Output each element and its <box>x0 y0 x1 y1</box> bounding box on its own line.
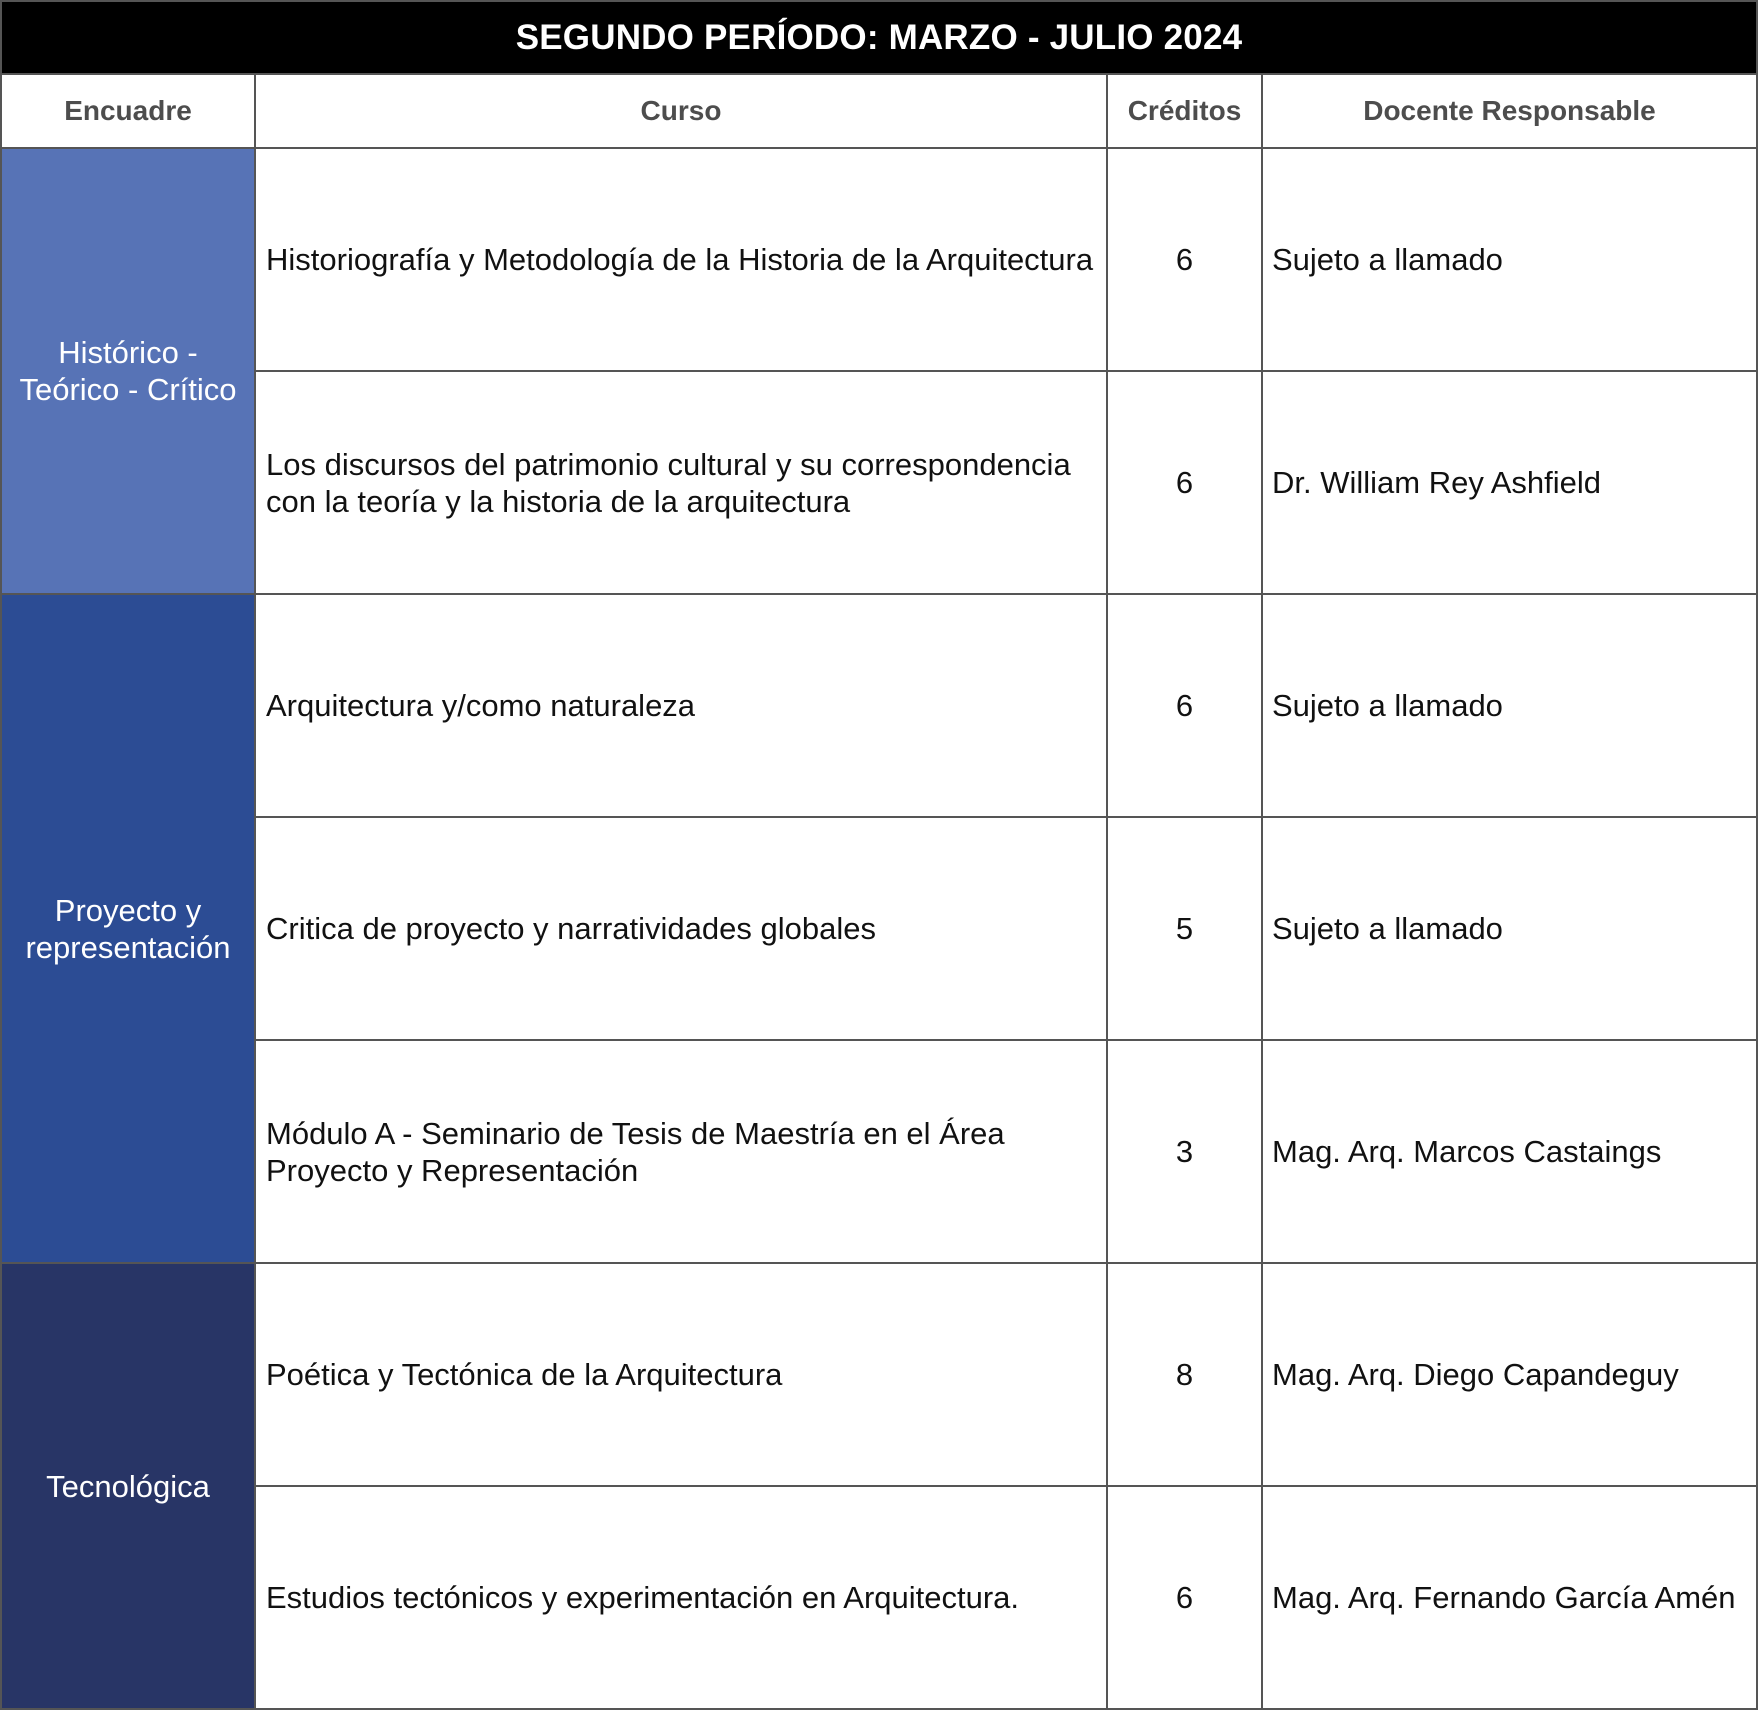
grid-line <box>254 1485 1758 1487</box>
course-cell: Módulo A - Seminario de Tesis de Maestría en el Área Proyecto y Representación <box>266 1115 1005 1188</box>
teacher-cell: Sujeto a llamado <box>1272 911 1503 946</box>
teacher-cell: Mag. Arq. Fernando García Amén <box>1272 1580 1736 1615</box>
grid-line <box>0 0 2 1710</box>
table-title: SEGUNDO PERÍODO: MARZO - JULIO 2024 <box>2 2 1756 73</box>
teacher-cell: Sujeto a llamado <box>1272 688 1503 723</box>
credits-cell: 6 <box>1175 687 1194 723</box>
course-cell: Arquitectura y/como naturaleza <box>266 688 696 723</box>
credits-cell: 5 <box>1175 910 1194 946</box>
header-docente: Docente Responsable <box>1363 95 1656 126</box>
grid-line <box>254 1039 1758 1041</box>
grid-line <box>254 593 1758 595</box>
credits-cell: 8 <box>1175 1356 1194 1392</box>
header-curso: Curso <box>640 95 722 126</box>
credits-cell: 6 <box>1175 1579 1194 1615</box>
course-cell: Poética y Tectónica de la Arquitectura <box>266 1357 783 1392</box>
grid-line <box>0 593 256 595</box>
grid-line <box>1261 73 1263 1710</box>
grid-line <box>0 0 1758 2</box>
grid-line <box>0 1262 256 1264</box>
category-cell: Tecnológica <box>2 1264 254 1708</box>
category-cell: Histórico - Teórico - Crítico <box>2 149 254 593</box>
grid-line <box>1106 73 1108 1710</box>
credits-cell: 6 <box>1175 241 1194 277</box>
grid-line <box>254 73 256 1710</box>
grid-line <box>0 73 1758 75</box>
header-encuadre: Encuadre <box>64 95 192 126</box>
header-creditos: Créditos <box>1127 95 1242 126</box>
grid-line <box>254 370 1758 372</box>
teacher-cell: Dr. William Rey Ashfield <box>1272 465 1602 500</box>
credits-cell: 3 <box>1175 1133 1194 1169</box>
grid-line <box>0 1708 1758 1710</box>
grid-line <box>254 816 1758 818</box>
course-cell: Critica de proyecto y narratividades globales <box>266 911 876 946</box>
course-cell: Historiografía y Metodología de la Historia de la Arquitectura <box>266 242 1094 277</box>
course-cell: Estudios tectónicos y experimentación en Arquitectura. <box>266 1580 1020 1615</box>
course-cell: Los discursos del patrimonio cultural y su correspondencia con la teoría y la historia de la arquitectura <box>266 446 1071 519</box>
credits-cell: 6 <box>1175 464 1194 500</box>
category-cell: Proyecto y representación <box>2 595 254 1262</box>
teacher-cell: Mag. Arq. Diego Capandeguy <box>1272 1357 1679 1392</box>
teacher-cell: Sujeto a llamado <box>1272 242 1503 277</box>
grid-line <box>254 1262 1758 1264</box>
teacher-cell: Mag. Arq. Marcos Castaings <box>1272 1134 1662 1169</box>
grid-line <box>0 147 1758 149</box>
